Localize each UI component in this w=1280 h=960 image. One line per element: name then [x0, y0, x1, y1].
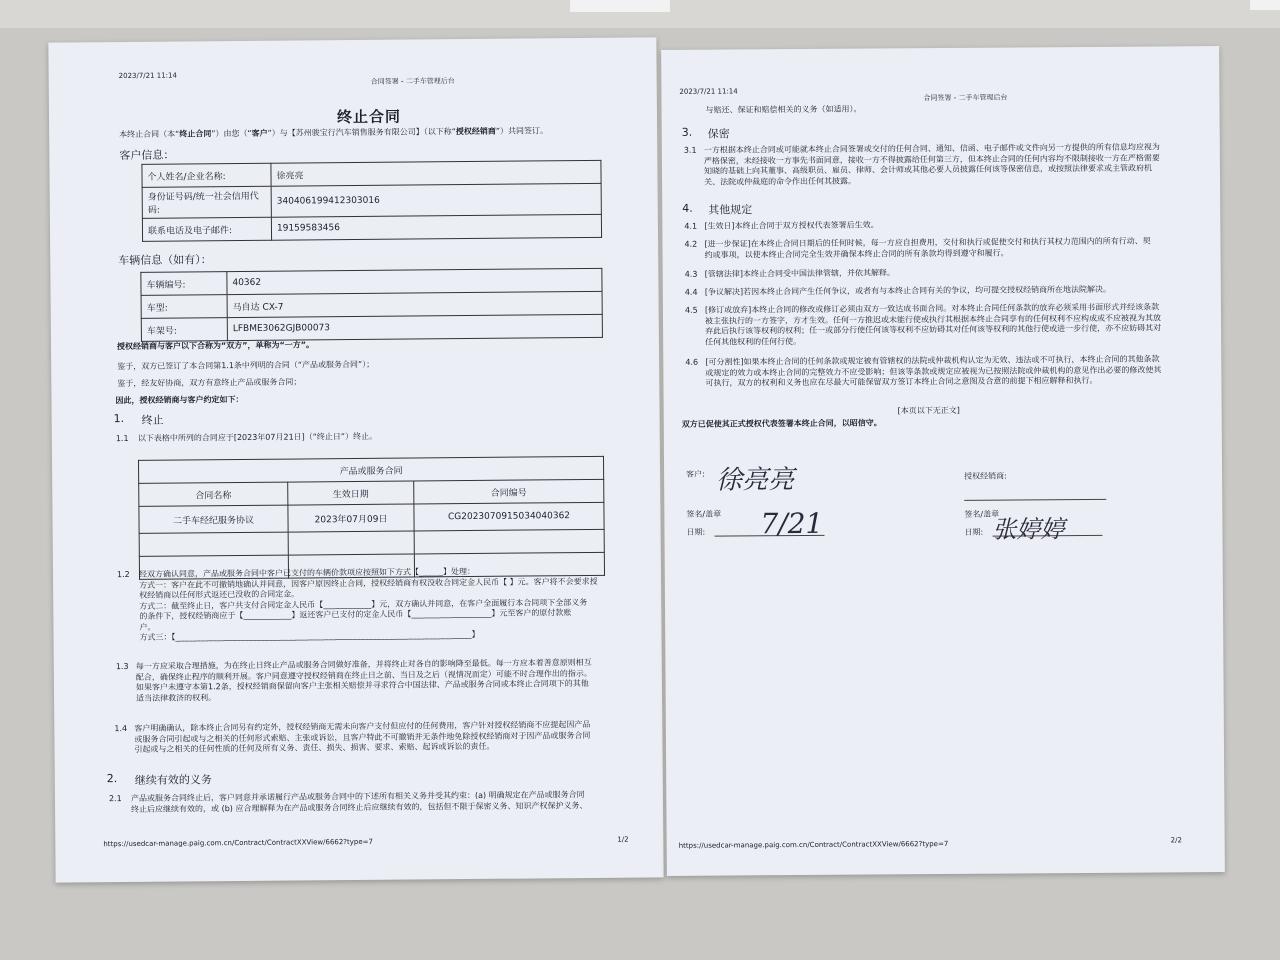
clause-line: 引起或与之相关的任何性质的任何及所有义务、责任、损失、损害、要求、索赔、起诉或诉讼的责任。	[134, 741, 495, 754]
clause-line: [管辖法律]本终止合同受中国法律管辖，并依其解释。	[704, 268, 895, 279]
handwritten-date: 7/21	[760, 506, 824, 541]
clause-number: 1.4	[114, 724, 128, 734]
clause-body	[705, 284, 1210, 298]
table-header: 合同编号	[414, 479, 604, 504]
section-number: 4.	[682, 201, 693, 215]
document-page-1	[48, 37, 663, 882]
dealer-line	[964, 499, 1106, 501]
print-timestamp: 2023/7/21 11:14	[118, 71, 177, 81]
table-cell: 二手车经纪服务协议	[139, 505, 288, 533]
clause-body	[131, 790, 641, 815]
clause-line: [修订或放弃]本终止合同的修改或修订必须由双方一致达成书面合同。对本终止合同任何条款的放弃必须采用书面形式并经该条款	[704, 302, 1160, 315]
table-cell: 2023年07月09日	[288, 504, 414, 532]
clause-line: [可分割性]如果本终止合同的任何条款或规定被有管辖权的法院或仲裁机构认定为无效、违法或不可执行，本终止合同的其他条款	[705, 354, 1160, 367]
clause-line: 产品或服务合同终止后，客户同意并承诺履行产品或服务合同中的下述所有相关义务并受其约束：(a) 明确规定在产品或服务合同	[130, 790, 585, 803]
clause-line: 或规定的效力或本终止合同的完整效力不应受影响；但该等条款或规定应被视为已按照法院或仲裁机构的意见作出必要的修改使其	[705, 364, 1162, 378]
section-number: 2.	[106, 772, 118, 786]
table-caption: 产品或服务合同	[138, 456, 603, 483]
footer-page-number: 1/2	[617, 835, 629, 844]
clause-line: 配合，确保终止程序的顺利开展。客户同意遵守授权经销商在终止日之前、当日及之后（视情况而定）可能不时合理作出的指示。	[135, 668, 592, 682]
parties-paragraph: 授权经销商与客户以下合称为“双方”，单称为“一方”。	[116, 340, 315, 352]
date-label: 日期:	[964, 527, 984, 537]
clause-number: 2.1	[108, 794, 122, 804]
table-cell: 车型:	[141, 295, 227, 319]
no-text-note: [本页以下无正文]	[897, 405, 960, 416]
table-cell: 19159583456	[271, 214, 601, 240]
clause-body	[704, 218, 1209, 232]
clause-line: [争议解决]若因本终止合同产生任何争议，或者有与本终止合同有关的争议，均可提交授权经销商所在地法院解决。	[704, 284, 1112, 297]
section-title: 继续有效的义务	[134, 773, 212, 787]
clause-body	[136, 658, 636, 704]
clause-line: 知晓的基础上向其董事、高级职员、雇员、律师、会计师或其他必要人员披露任何该等保密信息，或按照法律要求或主管政府机	[703, 163, 1152, 176]
intro-text: 本终止合同（本“	[119, 129, 180, 140]
date-label: 日期:	[686, 527, 706, 537]
clause-line: 关、法院或仲裁庭的命令作出任何其披露。	[704, 176, 857, 187]
customer-label: 客户:	[686, 469, 705, 479]
clause-line: 权经销商以任何形式返还已没收的合同定金。	[139, 589, 300, 600]
clause-line: 经双方确认同意，产品或服务合同中客户已支付的车辆价款项应按照如下方式【______】处理：	[138, 566, 476, 579]
clause-line: 客户明确确认，除本终止合同另有约定外，授权经销商无需未向客户支付但应付的任何费用，客户针对授权经销商不应提起因产品	[134, 719, 591, 733]
clause-body	[705, 302, 1210, 348]
clause-line: 适当法律救济的权利。	[136, 692, 217, 703]
clause-number: 4.2	[684, 239, 698, 249]
clause-line: 可执行，双方的权利和义务也应在尽最大可能保留双方签订本终止合同之意图及合意的前提下相应解释和执行。	[705, 375, 1098, 388]
clause-line: 被主张执行的一方签字，方才生效。任何一方推迟或未能行使或执行其根据本终止合同享有的任何权利不应构成或不应被视为其放	[704, 312, 1162, 326]
footer-page-number: 2/2	[1170, 836, 1182, 845]
document-title: 终止合同	[336, 107, 402, 127]
clause-body	[139, 566, 640, 644]
clause-line: 户。	[139, 622, 156, 632]
clause-line: 方式二：截至终止日，客户共支付合同定金人民币【____________】元，双方确认并同意，在客户全面履行本合同项下全部义务	[139, 597, 588, 611]
customer-signature: 徐亮亮	[716, 465, 795, 496]
clause-line: 弃此后执行该等权利的权利；任一或部分行使任何该等权利不应妨碍其对任何该等权利的其他行使或进一步行使，亦不应妨碍其对	[705, 323, 1162, 336]
table-row	[142, 214, 601, 241]
clause-line: [生效日]本终止合同于双方授权代表签署后生效。	[704, 220, 879, 231]
print-timestamp: 2023/7/21 11:14	[679, 87, 738, 96]
sign-stamp-label: 签名/盖章	[964, 509, 1000, 519]
clause-line: 如果客户未遵守本第1.2条，授权经销商保留向客户主张相关赔偿并寻求符合中国法律、产品或服务合同或本终止合同项下的其他	[135, 678, 589, 692]
paper-edge	[570, 0, 670, 12]
table-cell: 车辆编号:	[141, 272, 227, 296]
therefore-paragraph: 因此，授权经销商与客户约定如下：	[115, 394, 244, 406]
clause-body	[134, 720, 639, 756]
intro-paragraph	[119, 126, 548, 140]
table-cell: CG2023070915034040362	[414, 502, 604, 531]
table-row	[141, 314, 602, 341]
whereas-paragraph: 鉴于，经友好协商，双方有意终止产品或服务合同；	[117, 377, 302, 389]
clause-number: 4.6	[685, 357, 699, 367]
dealer-signature: 张婷婷	[992, 515, 1065, 544]
clause-line: 约或事项，以使本终止合同完全生效并确保本终止合同的所有条款均得到遵守和履行。	[704, 248, 1009, 260]
table-cell: 联系电话及电子邮件:	[142, 217, 271, 241]
vehicle-heading: 车辆信息（如有）：	[118, 253, 212, 268]
table-row	[142, 183, 601, 218]
intro-text: 终止合同	[179, 129, 212, 139]
clause-number: 1.3	[115, 661, 129, 672]
table-cell: 徐亮亮	[271, 160, 601, 186]
section-title: 保密	[707, 127, 730, 141]
clause-number: 4.4	[684, 287, 698, 297]
customer-info-table	[141, 160, 602, 242]
section-title: 终止	[141, 413, 164, 427]
clause-body	[705, 266, 1210, 280]
vehicle-info-table	[140, 268, 603, 342]
table-cell: 个人姓名/企业名称:	[142, 163, 271, 187]
clause-number: 4.5	[684, 305, 698, 315]
paper-edge	[1250, 0, 1280, 10]
continued-text: 与赔还、保证和赔偿相关的义务（如适用）。	[705, 104, 862, 115]
whereas-paragraph: 鉴于，双方已签订了本合同第1.1条中列明的合同（“产品或服务合同”）；	[117, 359, 375, 372]
section-number: 1.	[113, 412, 125, 426]
contract-table	[138, 456, 605, 580]
clause-line: 方式一：客户在此不可撤销地确认并同意，因客户原因终止合同，授权经销商有权没收合同定金人民币【 】元。客户将不会要求授	[139, 576, 598, 590]
table-header: 生效日期	[288, 481, 414, 505]
document-page-2	[661, 46, 1225, 876]
clause-line: 方式三：【__________________________________________________________________________】	[139, 629, 480, 642]
clause-number: 1.2	[116, 569, 130, 580]
dealer-label: 授权经销商:	[964, 471, 1007, 481]
table-cell: 马自达 CX-7	[227, 291, 602, 317]
print-header: 合同签署 - 二手车管理后台	[923, 93, 1008, 103]
table-row	[139, 502, 604, 533]
intro-text: ”）由您（“	[211, 128, 252, 139]
intro-text: ”）共同签订。	[495, 126, 549, 136]
clause-number: 1.1	[115, 433, 129, 444]
clause-line: 或服务合同引起或与之相关的任何形式索赔、主张或诉讼，且客户特此不可撤销并无条件地免除授权经销商对于因产品或服务合同	[134, 730, 591, 744]
clause-line: 终止后应继续有效的，或 (b) 应合理解释为在产品或服务合同终止后应继续有效的，包括但不限于保密义务、知识产权保护义务、	[130, 800, 588, 814]
clause-line: 严格保密，未经接收一方事先书面同意，接收一方不得披露给任何第三方，但本终止合同的任何内容均不限制接收一方在严格需要	[703, 152, 1160, 166]
table-cell: 车架号:	[141, 318, 227, 342]
footer-url: https://usedcar-manage.paig.com.cn/Contract/ContractXXView/6662?type=7	[103, 837, 373, 849]
witness-clause: 双方已促使其正式授权代表签署本终止合同，以昭信守。	[681, 418, 882, 429]
clause-line: 每一方应采取合理措施，为在终止日终止产品或服务合同做好准备，并将终止对各自的影响降至最低。每一方应本着善意原则相互	[135, 657, 592, 671]
intro-text: 授权经销商	[455, 126, 496, 137]
table-cell: LFBME3062GJB00073	[227, 314, 602, 340]
clause-number: 4.1	[684, 221, 698, 231]
clause-number: 4.3	[684, 269, 698, 279]
clause-text: 以下表格中所列的合同应于[2023年07月21日]（“终止日”）终止。	[137, 431, 378, 443]
clause-line: 一方根据本终止合同或可能就本终止合同签署或交付的任何合同、通知、信函、电子邮件或文件向另一方提供的所有信息均应视为	[703, 142, 1160, 155]
table-cell: 身份证号码/统一社会信用代码:	[142, 186, 271, 218]
clause-body	[704, 236, 1209, 261]
clause-line: 任何其他权利的任何行使。	[705, 336, 802, 347]
clause-line: [进一步保证]在本终止合同日期后的任何时候，每一方应自担费用，交付和执行或促使交付和执行其权力范围内的所有行动、契	[704, 236, 1151, 249]
table-cell: 40362	[227, 268, 602, 294]
table-header: 合同名称	[139, 482, 288, 506]
intro-text: 客户	[251, 128, 268, 138]
table-cell: 340406199412303016	[271, 183, 601, 217]
section-number: 3.	[681, 125, 693, 139]
sign-stamp-label: 签名/盖章	[686, 509, 722, 519]
clause-number: 3.1	[683, 145, 697, 155]
print-header: 合同签署 - 二手车管理后台	[370, 77, 455, 86]
section-title: 其他规定	[708, 203, 753, 217]
customer-heading: 客户信息：	[119, 148, 175, 163]
intro-text: ”）与【苏州骏宝行汽车销售服务有限公司】（以下称“	[267, 127, 456, 138]
clause-line: 的条件下，授权经销商应于【____________】返还客户已支付的定金人民币【____________________】元至客户的原付款账	[139, 608, 572, 621]
footer-url: https://usedcar-manage.paig.com.cn/Contract/ContractXXView/6662?type=7	[678, 839, 949, 850]
clause-body	[704, 142, 1209, 188]
clause-body	[705, 354, 1210, 389]
